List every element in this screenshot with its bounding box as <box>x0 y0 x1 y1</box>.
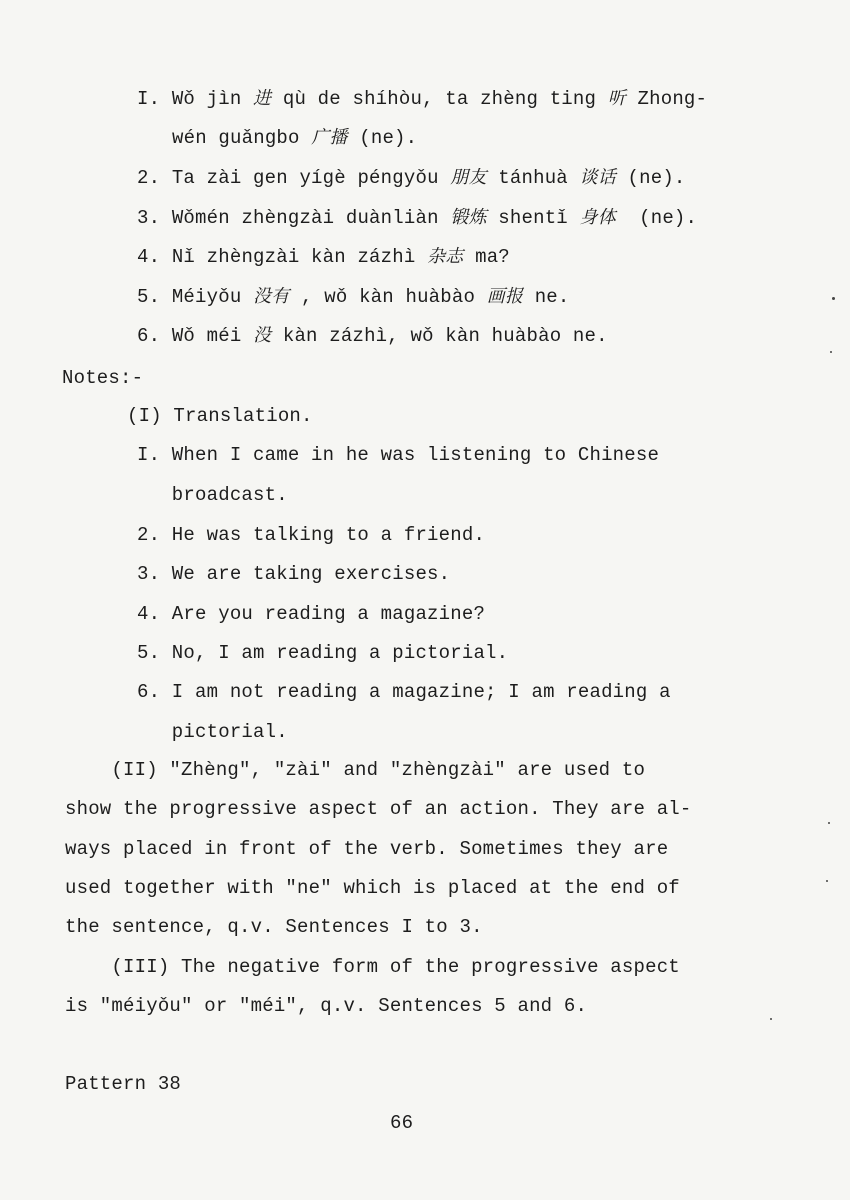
sentence-6: 6. Wǒ méi 没 kàn zázhì, wǒ kàn huàbào ne. <box>137 325 608 347</box>
translation-line: I. When I came in he was listening to Chinese <box>137 444 660 466</box>
note-ii-paragraph: show the progressive aspect of an action. They are al- <box>65 798 692 820</box>
chinese-characters: 没 <box>253 325 272 346</box>
chinese-characters: 身体 <box>579 207 616 228</box>
scan-speck <box>830 351 832 353</box>
chinese-characters: 听 <box>607 88 626 109</box>
note-ii-paragraph: ways placed in front of the verb. Sometimes they are <box>65 838 669 860</box>
translation-line: broadcast. <box>137 484 288 506</box>
sentence-5: 5. Méiyǒu 没有 , wǒ kàn huàbào 画报 ne. <box>137 286 570 308</box>
translation-heading: (I) Translation. <box>127 405 313 427</box>
note-ii-paragraph: used together with "ne" which is placed at the end of <box>65 877 680 899</box>
scan-speck <box>832 297 835 300</box>
scan-speck <box>770 1018 772 1020</box>
chinese-characters: 进 <box>253 88 272 109</box>
chinese-characters: 朋友 <box>450 167 487 188</box>
chinese-characters: 锻炼 <box>450 207 487 228</box>
translation-line: 2. He was talking to a friend. <box>137 524 486 546</box>
sentence-3: 3. Wǒmén zhèngzài duànliàn 锻炼 shentǐ 身体 (ne). <box>137 207 698 229</box>
sentence-1-line-2: wén guǎngbo 广播 (ne). <box>172 127 418 149</box>
sentence-1-line-1: I. Wǒ jìn 进 qù de shíhòu, ta zhèng ting 听 Zhong- <box>137 88 708 110</box>
scan-speck <box>826 880 828 882</box>
translation-line: 4. Are you reading a magazine? <box>137 603 486 625</box>
note-ii-paragraph: the sentence, q.v. Sentences I to 3. <box>65 916 483 938</box>
note-iii-paragraph: is "méiyǒu" or "méi", q.v. Sentences 5 and 6. <box>65 995 588 1017</box>
chinese-characters: 广播 <box>311 127 348 148</box>
chinese-characters: 谈话 <box>579 167 616 188</box>
translation-line: 3. We are taking exercises. <box>137 563 451 585</box>
page-number: 66 <box>390 1112 414 1134</box>
scan-speck <box>828 822 830 824</box>
translation-line: pictorial. <box>137 721 288 743</box>
pattern-footer: Pattern 38 <box>65 1073 182 1095</box>
translation-line: 6. I am not reading a magazine; I am reading a <box>137 681 671 703</box>
notes-heading: Notes:- <box>62 367 144 389</box>
sentence-4: 4. Nǐ zhèngzài kàn zázhì 杂志 ma? <box>137 246 510 268</box>
note-ii-paragraph: (II) "Zhèng", "zài" and "zhèngzài" are used to <box>65 759 646 781</box>
translation-line: 5. No, I am reading a pictorial. <box>137 642 509 664</box>
chinese-characters: 画报 <box>486 286 524 307</box>
chinese-characters: 没有 <box>253 286 290 307</box>
chinese-characters: 杂志 <box>427 246 464 267</box>
note-iii-paragraph: (III) The negative form of the progressive aspect <box>65 956 680 978</box>
sentence-2: 2. Ta zài gen yígè péngyǒu 朋友 tánhuà 谈话 (ne). <box>137 167 686 189</box>
